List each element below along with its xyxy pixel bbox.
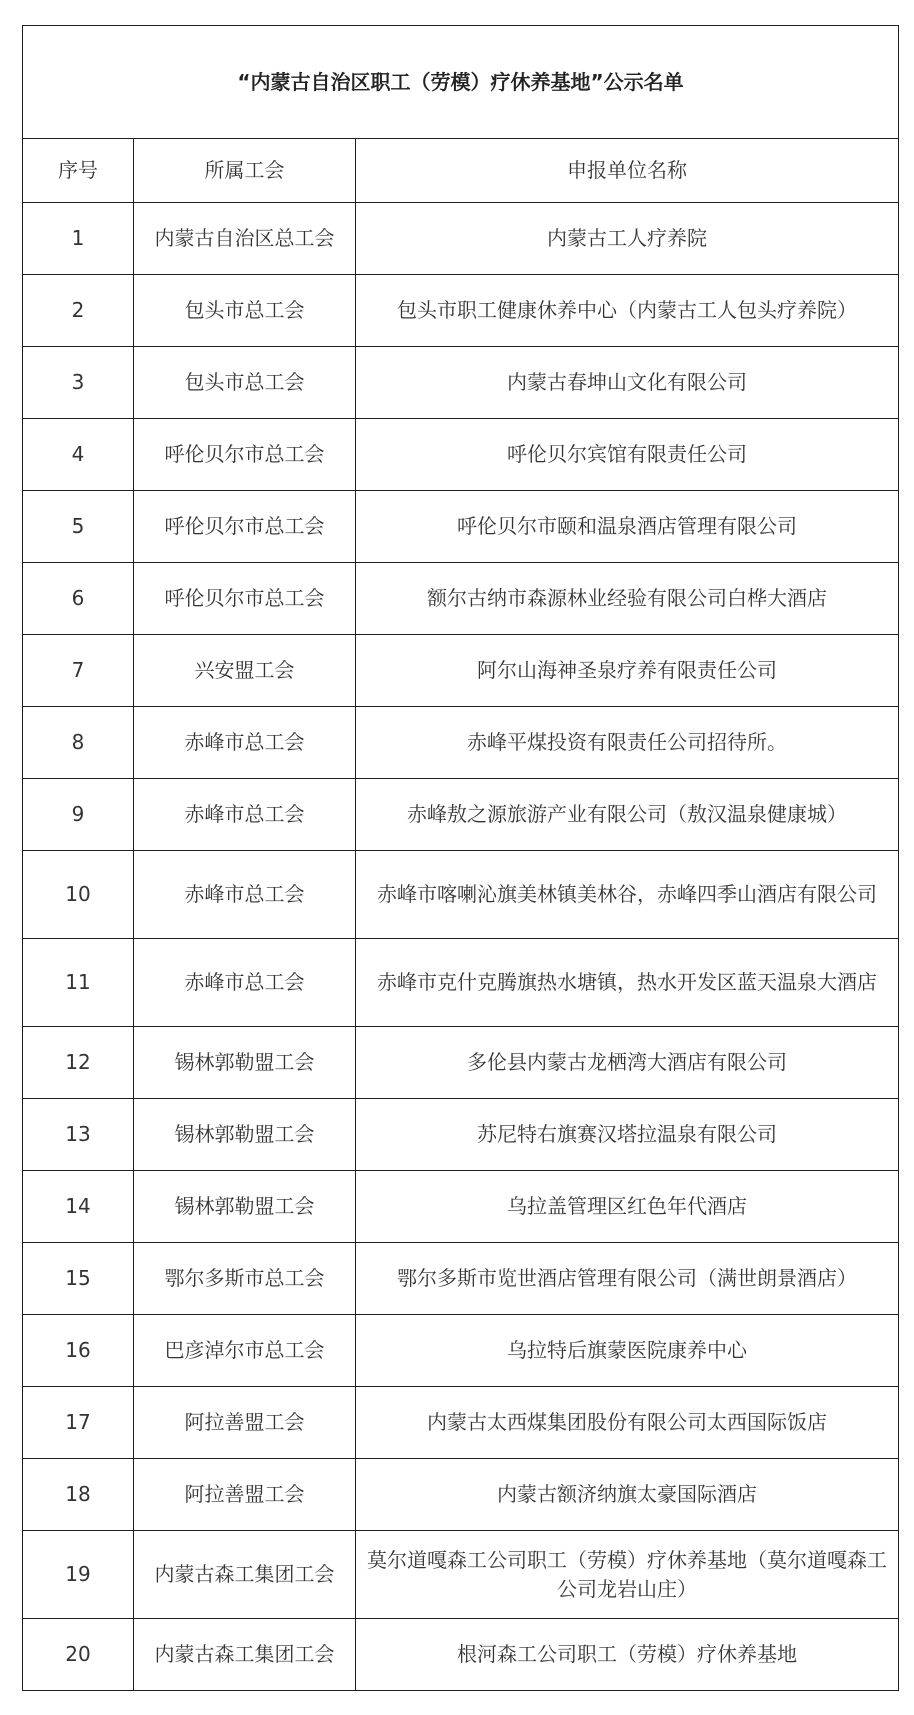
row-num: 4 <box>23 419 134 491</box>
row-name: 呼伦贝尔市颐和温泉酒店管理有限公司 <box>356 491 899 563</box>
row-name: 内蒙古工人疗养院 <box>356 203 899 275</box>
row-union: 赤峰市总工会 <box>134 939 356 1027</box>
row-name: 赤峰市克什克腾旗热水塘镇，热水开发区蓝天温泉大酒店 <box>356 939 899 1027</box>
header-name: 申报单位名称 <box>356 139 899 203</box>
table-row <box>23 203 899 275</box>
row-num: 13 <box>23 1099 134 1171</box>
row-num: 9 <box>23 779 134 851</box>
row-num: 5 <box>23 491 134 563</box>
row-num: 14 <box>23 1171 134 1243</box>
row-name: 莫尔道嘎森工公司职工（劳模）疗休养基地（莫尔道嘎森工公司龙岩山庄） <box>356 1531 899 1619</box>
row-union: 包头市总工会 <box>134 275 356 347</box>
row-name: 呼伦贝尔宾馆有限责任公司 <box>356 419 899 491</box>
row-name: 根河森工公司职工（劳模）疗休养基地 <box>356 1619 899 1691</box>
row-num: 11 <box>23 939 134 1027</box>
title-row <box>23 26 899 139</box>
table-row <box>23 1027 899 1099</box>
table-title: “内蒙古自治区职工（劳模）疗休养基地”公示名单 <box>23 26 899 139</box>
row-num: 10 <box>23 851 134 939</box>
row-num: 12 <box>23 1027 134 1099</box>
row-num: 15 <box>23 1243 134 1315</box>
table-row <box>23 707 899 779</box>
header-row <box>23 139 899 203</box>
row-union: 包头市总工会 <box>134 347 356 419</box>
table-row <box>23 939 899 1027</box>
table-row <box>23 563 899 635</box>
row-num: 19 <box>23 1531 134 1619</box>
table-row <box>23 1315 899 1387</box>
row-name: 内蒙古春坤山文化有限公司 <box>356 347 899 419</box>
row-union: 锡林郭勒盟工会 <box>134 1099 356 1171</box>
row-name: 鄂尔多斯市览世酒店管理有限公司（满世朗景酒店） <box>356 1243 899 1315</box>
row-num: 18 <box>23 1459 134 1531</box>
table-row <box>23 779 899 851</box>
row-name: 多伦县内蒙古龙栖湾大酒店有限公司 <box>356 1027 899 1099</box>
row-name: 赤峰敖之源旅游产业有限公司（敖汉温泉健康城） <box>356 779 899 851</box>
row-num: 6 <box>23 563 134 635</box>
row-union: 内蒙古自治区总工会 <box>134 203 356 275</box>
row-union: 鄂尔多斯市总工会 <box>134 1243 356 1315</box>
table-row <box>23 1243 899 1315</box>
row-num: 17 <box>23 1387 134 1459</box>
row-union: 锡林郭勒盟工会 <box>134 1027 356 1099</box>
row-name: 赤峰市喀喇沁旗美林镇美林谷，赤峰四季山酒店有限公司 <box>356 851 899 939</box>
row-union: 呼伦贝尔市总工会 <box>134 419 356 491</box>
table-row <box>23 1099 899 1171</box>
row-union: 赤峰市总工会 <box>134 851 356 939</box>
row-name: 包头市职工健康休养中心（内蒙古工人包头疗养院） <box>356 275 899 347</box>
table-row <box>23 275 899 347</box>
row-num: 20 <box>23 1619 134 1691</box>
row-union: 赤峰市总工会 <box>134 707 356 779</box>
table-row <box>23 635 899 707</box>
row-num: 8 <box>23 707 134 779</box>
row-union: 内蒙古森工集团工会 <box>134 1531 356 1619</box>
table-row <box>23 1619 899 1691</box>
table-row <box>23 1387 899 1459</box>
table-row <box>23 1459 899 1531</box>
row-union: 阿拉善盟工会 <box>134 1387 356 1459</box>
row-name: 乌拉盖管理区红色年代酒店 <box>356 1171 899 1243</box>
row-union: 巴彦淖尔市总工会 <box>134 1315 356 1387</box>
table-row <box>23 491 899 563</box>
row-num: 2 <box>23 275 134 347</box>
row-num: 7 <box>23 635 134 707</box>
row-union: 锡林郭勒盟工会 <box>134 1171 356 1243</box>
row-name: 内蒙古太西煤集团股份有限公司太西国际饭店 <box>356 1387 899 1459</box>
row-num: 3 <box>23 347 134 419</box>
table-row <box>23 1531 899 1619</box>
row-name: 赤峰平煤投资有限责任公司招待所。 <box>356 707 899 779</box>
row-name: 乌拉特后旗蒙医院康养中心 <box>356 1315 899 1387</box>
table-row <box>23 851 899 939</box>
row-union: 内蒙古森工集团工会 <box>134 1619 356 1691</box>
table-row <box>23 419 899 491</box>
row-union: 赤峰市总工会 <box>134 779 356 851</box>
row-num: 16 <box>23 1315 134 1387</box>
row-union: 呼伦贝尔市总工会 <box>134 491 356 563</box>
row-num: 1 <box>23 203 134 275</box>
row-union: 兴安盟工会 <box>134 635 356 707</box>
row-name: 额尔古纳市森源林业经验有限公司白桦大酒店 <box>356 563 899 635</box>
header-union: 所属工会 <box>134 139 356 203</box>
row-name: 阿尔山海神圣泉疗养有限责任公司 <box>356 635 899 707</box>
row-name: 内蒙古额济纳旗太豪国际酒店 <box>356 1459 899 1531</box>
header-num: 序号 <box>23 139 134 203</box>
table-row <box>23 1171 899 1243</box>
table-row <box>23 347 899 419</box>
row-union: 阿拉善盟工会 <box>134 1459 356 1531</box>
list-table <box>22 25 899 1691</box>
row-union: 呼伦贝尔市总工会 <box>134 563 356 635</box>
row-name: 苏尼特右旗赛汉塔拉温泉有限公司 <box>356 1099 899 1171</box>
